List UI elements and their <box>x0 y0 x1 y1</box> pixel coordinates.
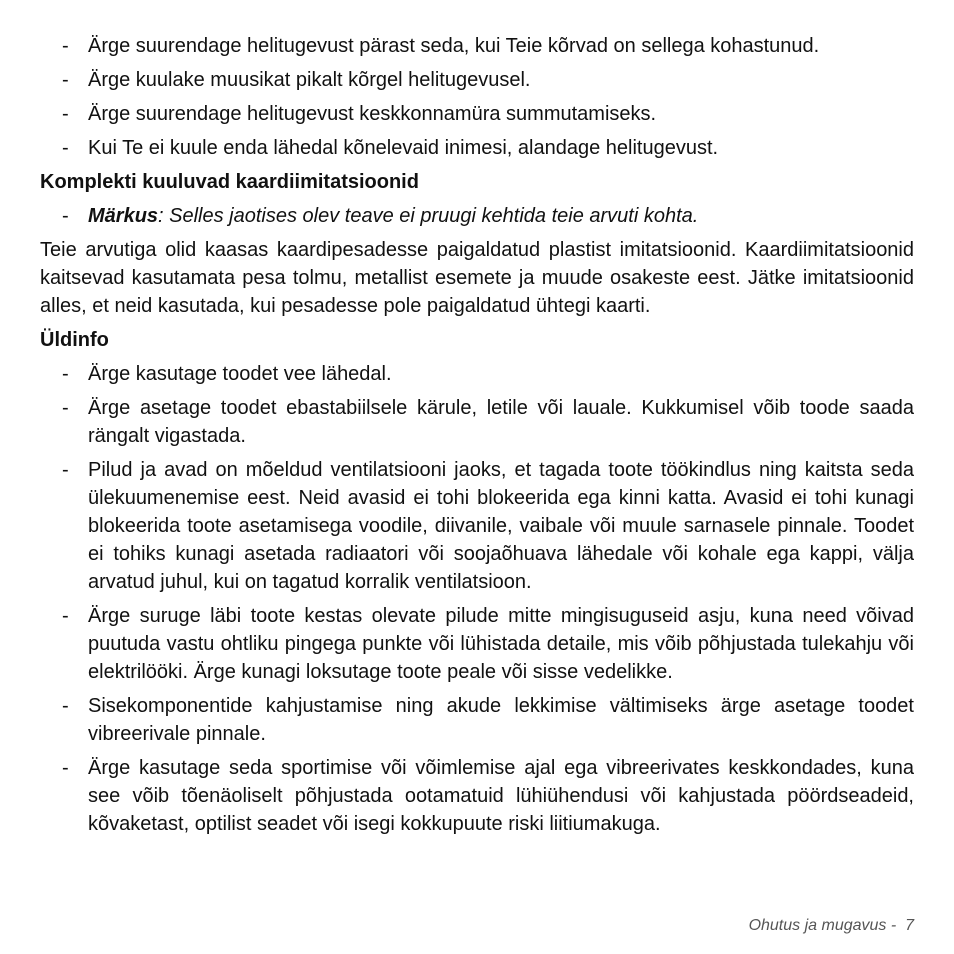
list-item <box>40 754 914 838</box>
note-item <box>40 202 914 230</box>
list-item <box>40 32 914 60</box>
footer-separator: - <box>886 917 906 934</box>
list-item-text: Ärge suurendage helitugevust pärast seda, kui Teie kõrvad on sellega kohastunud. <box>88 35 820 57</box>
list-item <box>40 692 914 748</box>
note-body: : Selles jaotises olev teave ei pruugi kehtida teie arvuti kohta. <box>158 205 699 227</box>
list-item-text: Kui Te ei kuule enda lähedal kõnelevaid inimesi, alandage helitugevust. <box>88 137 719 159</box>
list-item-text: Ärge kasutage seda sportimise või võimlemise ajal ega vibreerivates keskkondades, kuna see võib tõenäoliselt põhjustada ootamatuid lühiühendusi või kahjustada pöördseadeid, kõvaketast, optilist seadet või isegi kokkupuute riski liitiumakuga. <box>88 757 914 835</box>
list-item <box>40 394 914 450</box>
list-item-text: Ärge asetage toodet ebastabiilsele kärule, letile või lauale. Kukkumisel võib toode saada rängalt vigastada. <box>88 397 914 447</box>
bullet-dash: - <box>62 35 69 57</box>
section-heading-card-dummies: Komplekti kuuluvad kaardiimitatsioonid <box>40 171 419 193</box>
list-item <box>40 456 914 596</box>
list-item <box>40 100 914 128</box>
bullet-dash: - <box>62 605 69 627</box>
list-item-text: Ärge suruge läbi toote kestas olevate pilude mitte mingisuguseid asju, kuna need võivad puutuda vastu ohtliku pingega punkte või lühistada detaile, mis võib põhjustada tulekahju või elektrilööki. Ärge kunagi loksutage toote peale või sisse vedelikke. <box>88 605 914 683</box>
list-item-text: Ärge suurendage helitugevust keskkonnamüra summutamiseks. <box>88 103 657 125</box>
bullet-dash: - <box>62 695 69 717</box>
list-item <box>40 66 914 94</box>
list-item-text: Ärge kuulake muusikat pikalt kõrgel helitugevusel. <box>88 69 531 91</box>
bullet-dash: - <box>62 757 69 779</box>
bullet-dash: - <box>62 459 69 481</box>
card-dummies-paragraph: Teie arvutiga olid kaasas kaardipesadesse paigaldatud plastist imitatsioonid. Kaardiimitatsioonid kaitsevad kasutamata pesa tolmu, metallist esemete ja muude osakeste eest. Jätke imitatsioonid alles, et neid kasutada, kui pesadesse pole paigaldatud ühtegi kaarti. <box>40 239 914 317</box>
bullet-dash: - <box>62 137 69 159</box>
bullet-dash: - <box>62 397 69 419</box>
bullet-dash: - <box>62 103 69 125</box>
section-heading-general-info: Üldinfo <box>40 329 109 351</box>
bullet-dash: - <box>62 69 69 91</box>
list-item-text: Sisekomponentide kahjustamise ning akude lekkimise vältimiseks ärge asetage toodet vibreerivale pinnale. <box>88 695 914 745</box>
note-label: Märkus <box>88 205 159 227</box>
list-item-text: Pilud ja avad on mõeldud ventilatsiooni jaoks, et tagada toote töökindlus ning kaitsta seda ülekuumenemise eest. Neid avasid ei tohi blokeerida ega kinni katta. Avasid ei tohi kunagi blokeerida toote asetamisega voodile, diivanile, vaibale või muule sarnasele pinnale. Toodet ei tohiks kunagi asetada radiaatori või soojaõhuava lähedale või kohale ega kappi, välja arvatud juhul, kui on tagatud korralik ventilatsioon. <box>88 459 914 593</box>
bullet-dash: - <box>62 363 69 385</box>
list-item <box>40 360 914 388</box>
page-number: 7 <box>905 917 914 934</box>
bullet-dash: - <box>62 205 69 227</box>
list-item <box>40 134 914 162</box>
document-page <box>40 32 914 844</box>
note-text <box>88 202 914 230</box>
footer-title: Ohutus ja mugavus <box>748 917 887 934</box>
page-footer <box>749 917 914 935</box>
list-item-text: Ärge kasutage toodet vee lähedal. <box>88 363 392 385</box>
list-item <box>40 602 914 686</box>
